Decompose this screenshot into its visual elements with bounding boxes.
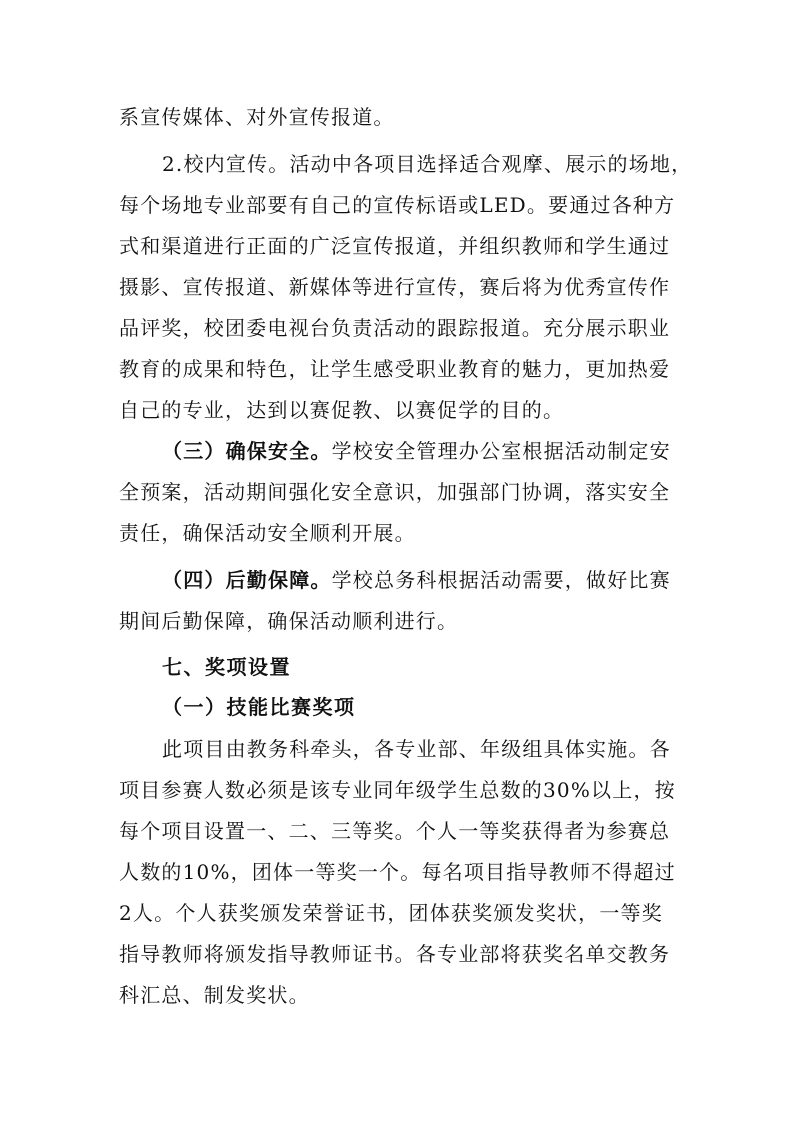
text-line: 项目参赛人数必须是该专业同年级学生总数的30%以上，按	[119, 778, 676, 802]
text-line: 摄影、宣传报道、新媒体等进行宣传，赛后将为优秀宣传作	[119, 275, 671, 299]
text-line: 系宣传媒体、对外宣传报道。	[119, 105, 395, 129]
text-line: 品评奖，校团委电视台负责活动的跟踪报道。充分展示职业	[119, 316, 671, 340]
logistics-text: 学校总务科根据活动需要，做好比赛	[331, 568, 671, 592]
text-line: 2人。个人获奖颁发荣誉证书，团体获奖颁发奖状，一等奖	[119, 901, 663, 925]
safety-paragraph-first-line	[162, 437, 671, 465]
text-line: 式和渠道进行正面的广泛宣传报道，并组织教师和学生通过	[119, 234, 671, 258]
safety-label: （三）确保安全。	[162, 439, 332, 463]
subsection-heading: （一）技能比赛奖项	[162, 695, 356, 719]
safety-text: 学校安全管理办公室根据活动制定安	[331, 439, 671, 463]
text-line: 教育的成果和特色，让学生感受职业教育的魅力，更加热爱	[119, 357, 671, 381]
text-line: 人数的10%，团体一等奖一个。每名项目指导教师不得超过	[119, 860, 676, 884]
text-line: 责任，确保活动安全顺利开展。	[119, 521, 416, 545]
logistics-label: （四）后勤保障。	[162, 568, 332, 592]
text-line: 每个场地专业部要有自己的宣传标语或LED。要通过各种方	[119, 193, 676, 217]
logistics-paragraph-first-line	[162, 566, 671, 594]
text-line: 科汇总、制发奖状。	[119, 983, 310, 1007]
text-line: 2.校内宣传。活动中各项目选择适合观摩、展示的场地，	[162, 152, 693, 176]
text-line: 期间后勤保障，确保活动顺利进行。	[119, 609, 459, 633]
text-line: 此项目由教务科牵头，各专业部、年级组具体实施。各	[162, 737, 671, 761]
text-line: 全预案，活动期间强化安全意识，加强部门协调，落实安全	[119, 480, 671, 504]
section-heading: 七、奖项设置	[162, 655, 291, 679]
text-line: 指导教师将颁发指导教师证书。各专业部将获奖名单交教务	[119, 942, 671, 966]
text-line: 每个项目设置一、二、三等奖。个人一等奖获得者为参赛总	[119, 819, 671, 843]
text-line: 自己的专业，达到以赛促教、以赛促学的目的。	[119, 398, 565, 422]
